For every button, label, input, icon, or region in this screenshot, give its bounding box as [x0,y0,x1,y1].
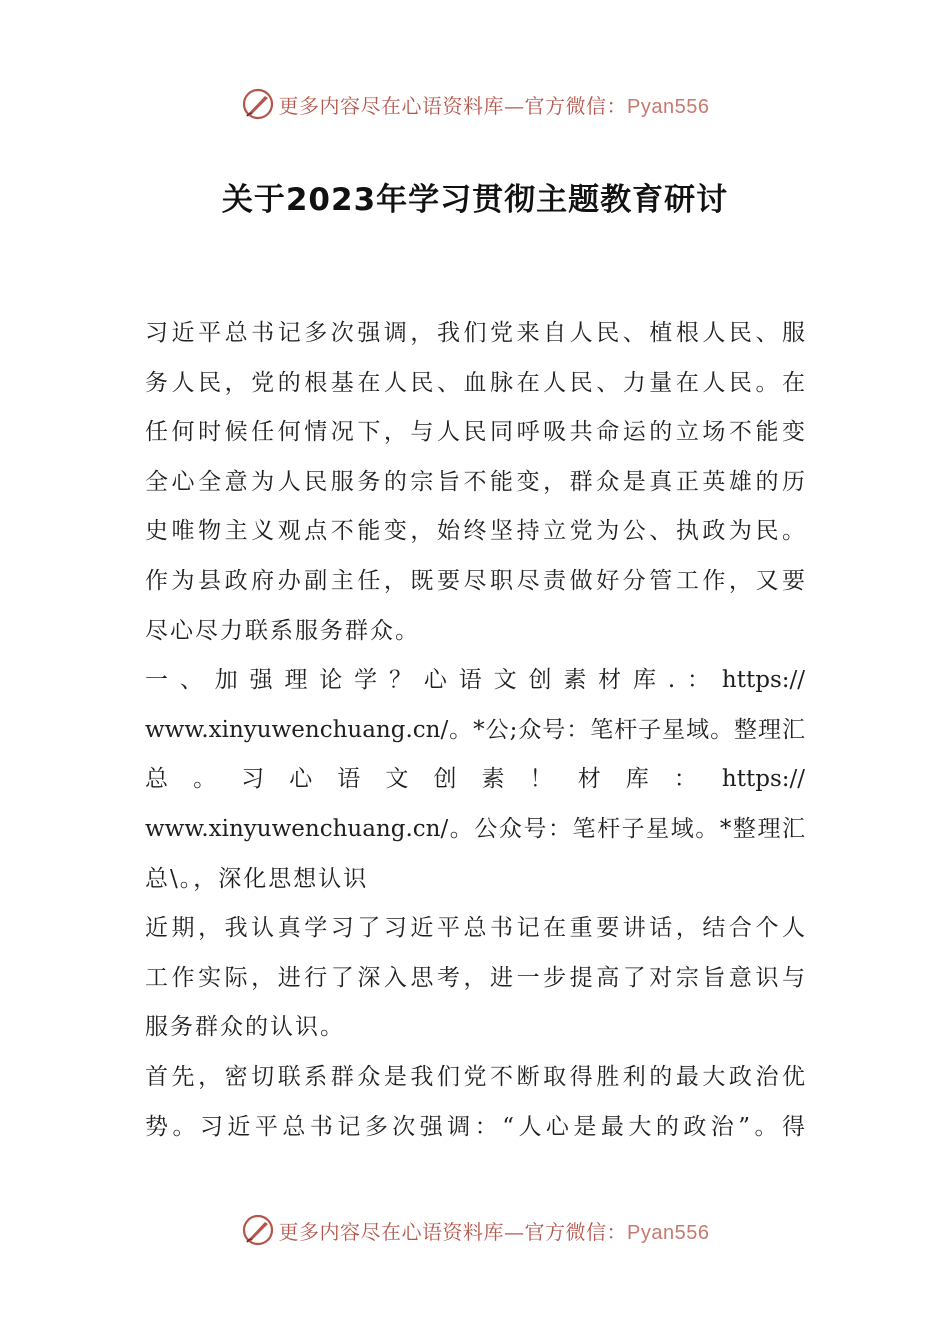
quill-pen-logo-icon [241,87,275,121]
body-line: 作为县政府办副主任，既要尽职尽责做好分管工作，又要 [145,567,805,594]
document-title: 关于2023年学习贯彻主题教育研讨 [221,182,729,218]
body-line: 尽心尽力联系服务群众。 [145,617,420,644]
banner-slogan: 更多内容尽在心语资料库—官方微信： [278,93,628,118]
banner-wechat-id: Pyan556 [627,95,710,118]
banner-text [279,90,710,119]
body-line: 服务群众的认识。 [145,1014,345,1041]
body-line: 全心全意为人民服务的宗旨不能变，群众是真正英雄的历 [145,468,805,495]
body-line: www.xinyuwenchuang.cn/。公众号：笔杆子星域。*整理汇 [145,815,805,842]
banner-text [279,1216,710,1245]
body-line: 总。习心语文创素！材库：https:// [145,766,805,793]
banner-wechat-id: Pyan556 [627,1221,710,1244]
body-line: 势。习近平总书记多次强调：“人心是最大的政治”。得 [145,1113,805,1140]
section-heading-line: 一、加强理论学？心语文创素材库.：https:// [145,667,805,694]
header-watermark-banner [0,84,950,124]
body-line: 史唯物主义观点不能变，始终坚持立党为公、执政为民。 [145,518,805,545]
body-line: 务人民，党的根基在人民、血脉在人民、力量在人民。在 [145,369,805,396]
document-body [145,309,805,1152]
body-line: 任何时候任何情况下，与人民同呼吸共命运的立场不能变 [145,419,805,446]
banner-slogan: 更多内容尽在心语资料库—官方微信： [278,1219,628,1244]
body-line: 总\。，深化思想认识 [145,865,369,892]
quill-pen-logo-icon [241,1213,275,1247]
body-line: 习近平总书记多次强调，我们党来自人民、植根人民、服 [145,320,805,346]
footer-watermark-banner [0,1210,950,1250]
body-line: 工作实际，进行了深入思考，进一步提高了对宗旨意识与 [145,964,805,991]
body-line: 近期，我认真学习了习近平总书记在重要讲话，结合个人 [145,915,805,942]
body-line: www.xinyuwenchuang.cn/。*公;众号：笔杆子星域。整理汇 [145,716,805,743]
body-line: 首先，密切联系群众是我们党不断取得胜利的最大政治优 [145,1063,805,1090]
